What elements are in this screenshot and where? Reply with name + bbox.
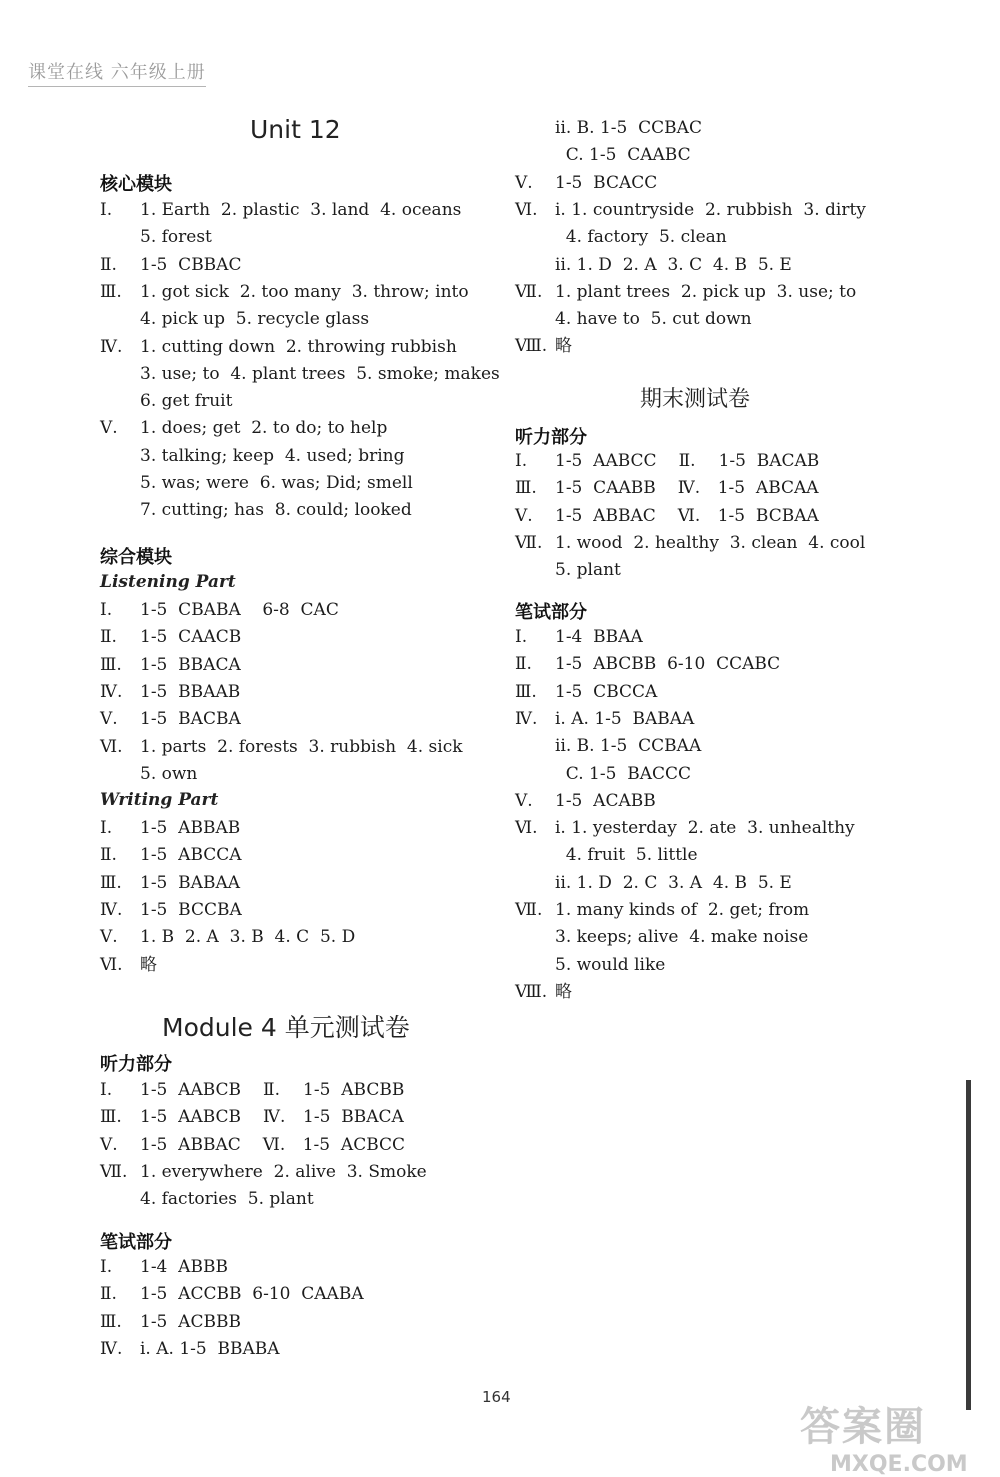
unit-title: Unit 12: [250, 115, 341, 144]
item-answer: ⅱ. 1. D 2. A 3. C 4. B 5. E: [555, 254, 792, 275]
item-number: Ⅳ.: [100, 1338, 123, 1359]
item-answer: 略: [140, 954, 157, 975]
answer-row: [100, 1135, 405, 1155]
answer-row: [515, 560, 621, 580]
answer-row: [515, 927, 808, 947]
item-answer: 1-5 BABAA: [140, 872, 240, 893]
item-answer: 5. own: [140, 763, 198, 784]
item-answer: 1-5 BCCBA: [140, 899, 242, 920]
item-answer: 3. talking; keep 4. used; bring: [140, 445, 405, 466]
item-number: Ⅰ.: [100, 818, 113, 838]
item-answer: ⅰ. 1. countryside 2. rubbish 3. dirty: [555, 199, 866, 220]
answer-row: [515, 791, 656, 811]
running-header: 课堂在线 六年级上册: [28, 58, 206, 87]
item-answer: 1. B 2. A 3. B 4. C 5. D: [140, 927, 356, 948]
item-answer: 3. use; to 4. plant trees 5. smoke; makes: [140, 363, 500, 384]
final-written-title: 笔试部分: [515, 602, 587, 623]
item-number: Ⅱ.: [100, 254, 117, 275]
answer-row: [100, 418, 387, 438]
item-number: Ⅱ.: [100, 627, 117, 648]
final-exam-title: 期末测试卷: [640, 387, 751, 412]
item-answer: 1-5 BBACA: [140, 654, 241, 675]
answer-row: [515, 764, 691, 784]
item-number: Ⅳ.: [263, 1107, 286, 1128]
answer-row: [515, 255, 792, 275]
answer-row: [100, 500, 412, 520]
item-number: Ⅰ.: [515, 451, 528, 471]
watermark-site: MXQE.COM: [830, 1452, 968, 1477]
item-number: Ⅱ.: [263, 1080, 281, 1100]
answer-row: [100, 200, 461, 220]
item-answer: 5. would like: [555, 954, 666, 975]
answer-row: [100, 391, 232, 411]
item-number: Ⅱ.: [100, 1284, 117, 1305]
answer-row: [515, 818, 855, 838]
item-number: Ⅷ.: [515, 336, 548, 357]
item-answer: 1-5 ACABB: [555, 790, 656, 811]
item-number: Ⅷ.: [515, 981, 548, 1002]
item-answer: 1-5 BBACA: [303, 1107, 404, 1128]
item-number: Ⅲ.: [515, 478, 537, 499]
listening-part-title: Listening Part: [100, 572, 236, 592]
item-number: Ⅲ.: [515, 681, 537, 702]
page-number: 164: [482, 1388, 511, 1406]
answer-row: [100, 655, 241, 675]
answer-row: [515, 900, 809, 920]
binding-shadow: [966, 1080, 971, 1410]
answer-row: [100, 1312, 241, 1332]
item-answer: 1-5 ABBAC: [555, 505, 656, 526]
item-answer: 1. plant trees 2. pick up 3. use; to: [555, 281, 857, 302]
answer-row: [515, 336, 572, 356]
item-number: Ⅰ.: [100, 1257, 113, 1277]
item-answer: 1-5 BACAB: [718, 451, 820, 471]
item-answer: 1-5 ACBBB: [140, 1311, 241, 1332]
item-number: Ⅵ.: [515, 818, 538, 839]
answer-row: [100, 1107, 404, 1127]
item-number: Ⅳ.: [515, 708, 538, 729]
item-answer: ⅰ. A. 1-5 BBABA: [140, 1338, 280, 1359]
module4-listening-title: 听力部分: [100, 1054, 172, 1075]
answer-row: [100, 818, 240, 838]
item-answer: 4. factories 5. plant: [140, 1189, 314, 1210]
item-number: Ⅰ.: [515, 627, 528, 647]
answer-row: [515, 873, 792, 893]
item-number: Ⅲ.: [100, 1107, 122, 1128]
item-answer: ⅰ. A. 1-5 BABAA: [555, 708, 695, 729]
answer-row: [100, 627, 241, 647]
item-number: Ⅳ.: [677, 478, 701, 499]
item-number: Ⅲ.: [100, 1311, 122, 1332]
item-answer: ⅰ. 1. yesterday 2. ate 3. unhealthy: [555, 818, 855, 839]
item-number: Ⅵ.: [100, 954, 123, 975]
item-answer: 1-5 CBABA 6-8 CAC: [140, 600, 339, 620]
item-number: Ⅵ.: [262, 1134, 286, 1155]
item-number: Ⅴ.: [100, 927, 118, 948]
answer-row: [100, 1339, 280, 1359]
answer-row: [100, 927, 355, 947]
item-number: Ⅳ.: [100, 336, 123, 357]
item-number: Ⅵ.: [100, 736, 123, 757]
item-answer: 1. cutting down 2. throwing rubbish: [140, 336, 457, 357]
item-answer: 5. forest: [140, 227, 212, 248]
item-answer: 1-5 ACBCC: [302, 1134, 406, 1155]
module4-written-title: 笔试部分: [100, 1232, 172, 1253]
item-answer: 1-4 BBAA: [555, 627, 643, 647]
item-answer: 7. cutting; has 8. could; looked: [140, 500, 412, 521]
item-answer: 1-5 ABCCA: [140, 845, 242, 866]
answer-row: [100, 337, 457, 357]
answer-row: [515, 506, 819, 526]
item-answer: 1. many kinds of 2. get; from: [555, 900, 810, 920]
item-answer: 1. Earth 2. plastic 3. land 4. oceans: [140, 200, 462, 220]
item-answer: 1-5 CAABB: [555, 478, 656, 499]
item-answer: 1-5 CBBAC: [140, 254, 242, 275]
item-answer: 1. parts 2. forests 3. rubbish 4. sick: [140, 736, 463, 757]
item-answer: 1-5 ABCBB: [303, 1080, 405, 1100]
item-answer: 1. got sick 2. too many 3. throw; into: [140, 281, 469, 302]
item-answer: 1-5 ABCAA: [717, 478, 819, 499]
answer-row: [100, 1162, 427, 1182]
answer-row: [515, 736, 701, 756]
item-answer: 1-5 ABBAB: [140, 818, 241, 838]
answer-row: [515, 145, 691, 165]
answer-row: [515, 451, 819, 471]
answer-row: [100, 255, 241, 275]
item-answer: 6. get fruit: [140, 391, 233, 412]
answer-row: [100, 682, 240, 702]
answer-row: [100, 446, 405, 466]
item-answer: 1-5 BBAAB: [140, 681, 241, 702]
item-answer: 4. factory 5. clean: [555, 227, 727, 248]
answer-row: [100, 364, 500, 384]
item-number: Ⅱ.: [678, 451, 696, 471]
item-answer: 1-5 BCACC: [555, 172, 658, 193]
answer-row: [100, 900, 242, 920]
answer-row: [515, 955, 665, 975]
answer-row: [100, 473, 413, 493]
item-answer: 1-5 ACCBB 6-10 CAABA: [140, 1284, 364, 1305]
final-listening-title: 听力部分: [515, 427, 587, 448]
answer-row: [515, 118, 702, 138]
item-answer: 4. pick up 5. recycle glass: [140, 309, 370, 330]
answer-row: [515, 227, 727, 247]
answer-row: [100, 737, 463, 757]
module4-title: Module 4 单元测试卷: [162, 1013, 410, 1042]
item-number: Ⅳ.: [100, 681, 123, 702]
item-number: Ⅰ.: [100, 200, 113, 220]
item-number: Ⅲ.: [100, 281, 122, 302]
item-number: Ⅲ.: [100, 654, 122, 675]
item-answer: 1-5 BACBA: [140, 709, 241, 730]
item-number: Ⅰ.: [100, 1080, 113, 1100]
answer-row: [100, 282, 469, 302]
item-number: Ⅶ.: [515, 533, 543, 553]
answer-row: [100, 955, 157, 975]
item-number: Ⅶ.: [515, 900, 543, 920]
item-answer: 略: [555, 981, 572, 1002]
item-answer: ⅱ. 1. D 2. C 3. A 4. B 5. E: [555, 872, 792, 893]
item-number: Ⅴ.: [100, 418, 118, 439]
answer-row: [100, 764, 197, 784]
answer-row: [515, 982, 572, 1002]
answer-row: [100, 709, 241, 729]
answer-row: [100, 309, 369, 329]
item-answer: 5. was; were 6. was; Did; smell: [140, 473, 413, 493]
item-number: Ⅵ.: [677, 505, 701, 526]
item-answer: 1-5 CAACB: [140, 627, 242, 648]
item-answer: 5. plant: [555, 560, 621, 581]
item-number: Ⅵ.: [515, 199, 538, 220]
answer-row: [100, 600, 339, 620]
watermark-brand: 答案圈: [800, 1404, 926, 1450]
item-number: Ⅲ.: [100, 872, 122, 893]
item-answer: 1-5 AABCB: [140, 1107, 242, 1128]
item-number: Ⅴ.: [515, 790, 533, 811]
writing-part-title: Writing Part: [100, 790, 219, 810]
item-number: Ⅳ.: [100, 899, 123, 920]
item-answer: C. 1-5 BACCC: [555, 763, 691, 784]
answer-row: [515, 845, 698, 865]
answer-row: [100, 227, 212, 247]
item-answer: ⅱ. B. 1-5 CCBAC: [555, 118, 702, 138]
core-module-title: 核心模块: [100, 174, 172, 195]
comprehensive-module-title: 综合模块: [100, 547, 172, 568]
answer-row: [515, 173, 657, 193]
item-number: Ⅴ.: [100, 1134, 118, 1155]
item-answer: 1-5 CBCCA: [555, 681, 658, 702]
answer-row: [100, 845, 242, 865]
answer-row: [515, 682, 657, 702]
answer-row: [100, 1080, 404, 1100]
answer-row: [100, 873, 240, 893]
item-number: Ⅰ.: [100, 600, 113, 620]
answer-row: [515, 709, 694, 729]
answer-row: [515, 282, 856, 302]
answer-row: [515, 627, 643, 647]
item-answer: 1-5 AABCB: [140, 1080, 242, 1100]
item-answer: 4. have to 5. cut down: [555, 309, 752, 330]
item-number: Ⅶ.: [100, 1162, 128, 1182]
answer-row: [100, 1257, 228, 1277]
item-answer: 1. wood 2. healthy 3. clean 4. cool: [555, 533, 866, 553]
answer-row: [515, 654, 780, 674]
answer-row: [515, 478, 819, 498]
item-answer: 1-5 ABBAC: [140, 1134, 241, 1155]
item-answer: 1-5 AABCC: [555, 451, 657, 471]
item-number: Ⅱ.: [515, 654, 532, 675]
answer-row: [515, 309, 752, 329]
answer-row: [515, 200, 866, 220]
item-answer: 4. fruit 5. little: [555, 845, 698, 866]
item-answer: 1. everywhere 2. alive 3. Smoke: [140, 1162, 427, 1182]
item-answer: 3. keeps; alive 4. make noise: [555, 927, 809, 948]
item-number: Ⅶ.: [515, 281, 543, 302]
item-answer: ⅱ. B. 1-5 CCBAA: [555, 736, 702, 757]
item-answer: 略: [555, 336, 572, 357]
answer-row: [100, 1284, 364, 1304]
item-answer: 1-5 ABCBB 6-10 CCABC: [555, 654, 781, 675]
watermark: [800, 1395, 968, 1477]
item-number: Ⅴ.: [515, 505, 533, 526]
item-number: Ⅴ.: [515, 172, 533, 193]
answer-row: [515, 533, 865, 553]
item-answer: 1-4 ABBB: [140, 1257, 228, 1277]
item-answer: 1-5 BCBAA: [717, 505, 819, 526]
item-answer: C. 1-5 CAABC: [555, 145, 691, 166]
answer-row: [100, 1189, 314, 1209]
item-number: Ⅴ.: [100, 709, 118, 730]
item-number: Ⅱ.: [100, 845, 117, 866]
item-answer: 1. does; get 2. to do; to help: [140, 418, 388, 439]
